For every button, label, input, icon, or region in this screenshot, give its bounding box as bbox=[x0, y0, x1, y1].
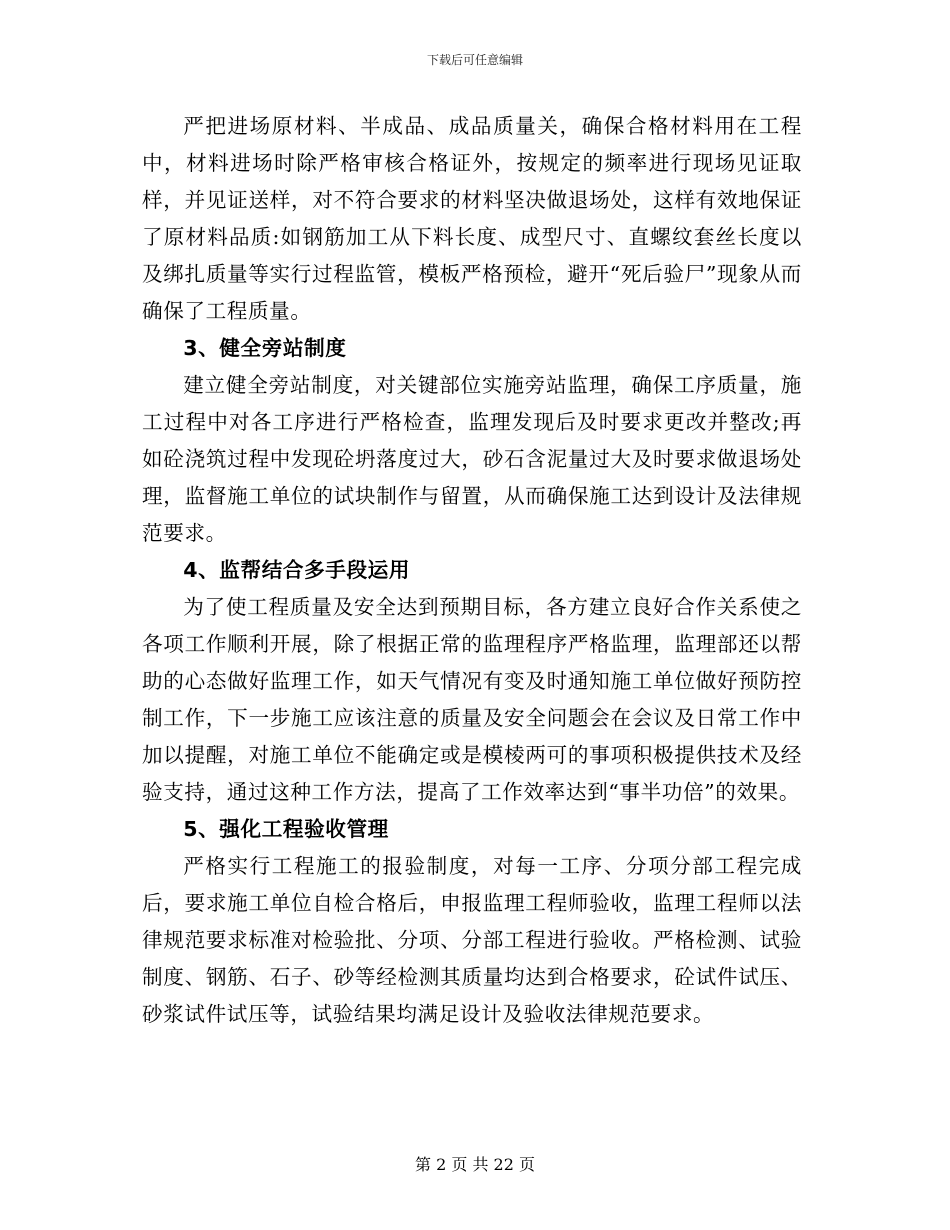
body-paragraph: 严把进场原材料、半成品、成品质量关，确保合格材料用在工程中，材料进场时除严格审核合格证外，按规定的频率进行现场见证取样，并见证送样，对不符合要求的材料坚决做退场处，这样有效地保证了原材料品质:如钢筋加工从下料长度、成型尺寸、直螺纹套丝长度以及绑扎质量等实行过程监管，模板严格预检，避开“死后验尸”现象从而确保了工程质量。 bbox=[142, 114, 802, 323]
section-heading: 4、监帮结合多手段运用 bbox=[183, 558, 411, 582]
body-paragraph: 为了使工程质量及安全达到预期目标，各方建立良好合作关系使之各项工作顺利开展，除了根据正常的监理程序严格监理，监理部还以帮助的心态做好监理工作，如天气情况有变及时通知施工单位做好预防控制工作，下一步施工应该注意的质量及安全问题会在会议及日常工作中加以提醒，对施工单位不能确定或是模棱两可的事项积极提供技术及经验支持，通过这种工作方法，提高了工作效率达到“事半功倍”的效果。 bbox=[142, 595, 802, 804]
page-header: 下载后可任意编辑 bbox=[426, 53, 523, 67]
body-paragraph: 严格实行工程施工的报验制度，对每一工序、分项分部工程完成后，要求施工单位自检合格后，申报监理工程师验收，监理工程师以法律规范要求标准对检验批、分项、分部工程进行验收。严格检测、试验制度、钢筋、石子、砂等经检测其质量均达到合格要求，砼试件试压、砂浆试件试压等，试验结果均满足设计及验收法律规范要求。 bbox=[142, 854, 802, 1026]
page-footer: 第 2 页 共 22 页 bbox=[415, 1155, 535, 1174]
section-heading: 3、健全旁站制度 bbox=[183, 336, 347, 360]
body-paragraph: 建立健全旁站制度，对关键部位实施旁站监理，确保工序质量，施工过程中对各工序进行严格检查，监理发现后及时要求更改并整改;再如砼浇筑过程中发现砼坍落度过大，砂石含泥量过大及时要求做退场处理，监督施工单位的试块制作与留置，从而确保施工达到设计及法律规范要求。 bbox=[142, 373, 802, 545]
section-heading: 5、强化工程验收管理 bbox=[183, 817, 389, 841]
document-body bbox=[142, 108, 802, 1033]
